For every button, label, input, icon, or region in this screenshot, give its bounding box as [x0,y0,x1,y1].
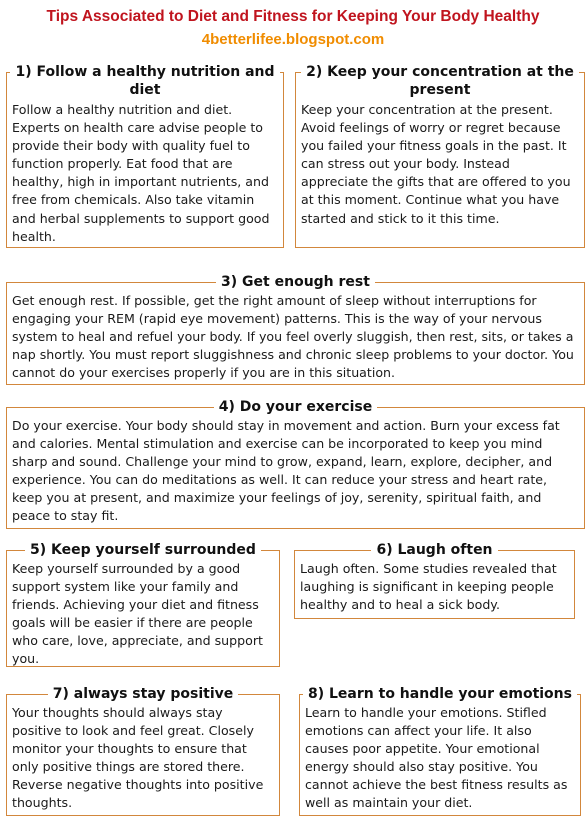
tip-text-2: Keep your concentration at the present. Avoid feelings of worry or regret because you failed your fitness goals in the past. It can stress out your body. Instead appreciate the gifts that are offered to you at this moment. Continue what you have started and stick to it this time. [301,102,571,226]
tip-heading-8 [300,685,580,703]
tip-heading-6-label: 6) Laugh often [371,542,497,558]
tip-heading-1-line1: 1) Follow a healthy nutrition and [10,64,279,80]
tip-heading-5-label: 5) Keep yourself surrounded [25,542,261,558]
tip-text-7: Your thoughts should always stay positive to look and feel great. Closely monitor your thoughts to ensure that only positive things are stored there. Reverse negative thoughts into positive thoughts. [12,705,264,811]
tip-box-3 [6,274,585,385]
tip-box-6 [294,542,575,619]
tip-box-8 [299,686,581,816]
tip-heading-8-label: 8) Learn to handle your emotions [303,686,577,702]
tip-box-1 [6,64,284,248]
site-url: 4betterlifee.blogspot.com [201,31,385,48]
tip-text-8: Learn to handle your emotions. Stifled emotions can affect your life. It also causes poor appetite. Your emotional energy should also stay positive. You cannot achieve the best fitness results as well as maintain your diet. [305,705,568,811]
tip-heading-5 [7,541,279,559]
tip-heading-1 [7,63,283,99]
tip-heading-2-line2: present [405,82,476,98]
tip-heading-2-line1: 2) Keep your concentration at the [301,64,579,80]
tip-heading-7-label: 7) always stay positive [48,686,238,702]
tip-text-5: Keep yourself surrounded by a good support system like your family and friends. Achieving your diet and fitness goals will be easier if there are people who care, love, appreciate, and support you. [12,561,263,667]
tip-heading-4-label: 4) Do your exercise [214,399,377,415]
tip-text-3: Get enough rest. If possible, get the right amount of sleep without interruptions for engaging your REM (rapid eye movement) patterns. This is the way of your nervous system to heal and refuel your body. If you feel overly sluggish, then rest, sits, or takes a nap shortly. You must report sluggishness and chronic sleep problems to your doctor. You cannot do your exercises properly if you are in this situation. [12,293,574,381]
tip-heading-3 [7,273,584,291]
tip-heading-7 [7,685,279,703]
tip-box-5 [6,542,280,667]
tip-box-7 [6,686,280,816]
tip-box-4 [6,399,585,529]
tip-heading-4 [7,398,584,416]
tip-text-4: Do your exercise. Your body should stay in movement and action. Burn your excess fat and calories. Mental stimulation and exercise can be incorporated to keep you mind sharp and sound. Challenge your mind to grow, expand, learn, explore, decipher, and experience. You can do meditations as well. It can reduce your stress and heart rate, keep you at present, and maximize your feelings of joy, serenity, spiritual faith, and peace to stay fit. [12,418,560,524]
tip-text-1: Follow a healthy nutrition and diet. Experts on health care advise people to provide their body with quality fuel to function properly. Eat food that are healthy, high in important nutrients, and free from chemicals. Also take vitamin and herbal supplements to support good health. [12,102,270,244]
tip-box-2 [295,64,585,248]
tip-heading-6 [295,541,574,559]
tip-heading-3-label: 3) Get enough rest [216,274,375,290]
page-title: Tips Associated to Diet and Fitness for Keeping Your Body Healthy [46,8,540,25]
tip-heading-2 [296,63,584,99]
tip-text-6: Laugh often. Some studies revealed that laughing is significant in keeping people healthy and to heal a sick body. [300,561,557,613]
tip-heading-1-line2: diet [124,82,165,98]
